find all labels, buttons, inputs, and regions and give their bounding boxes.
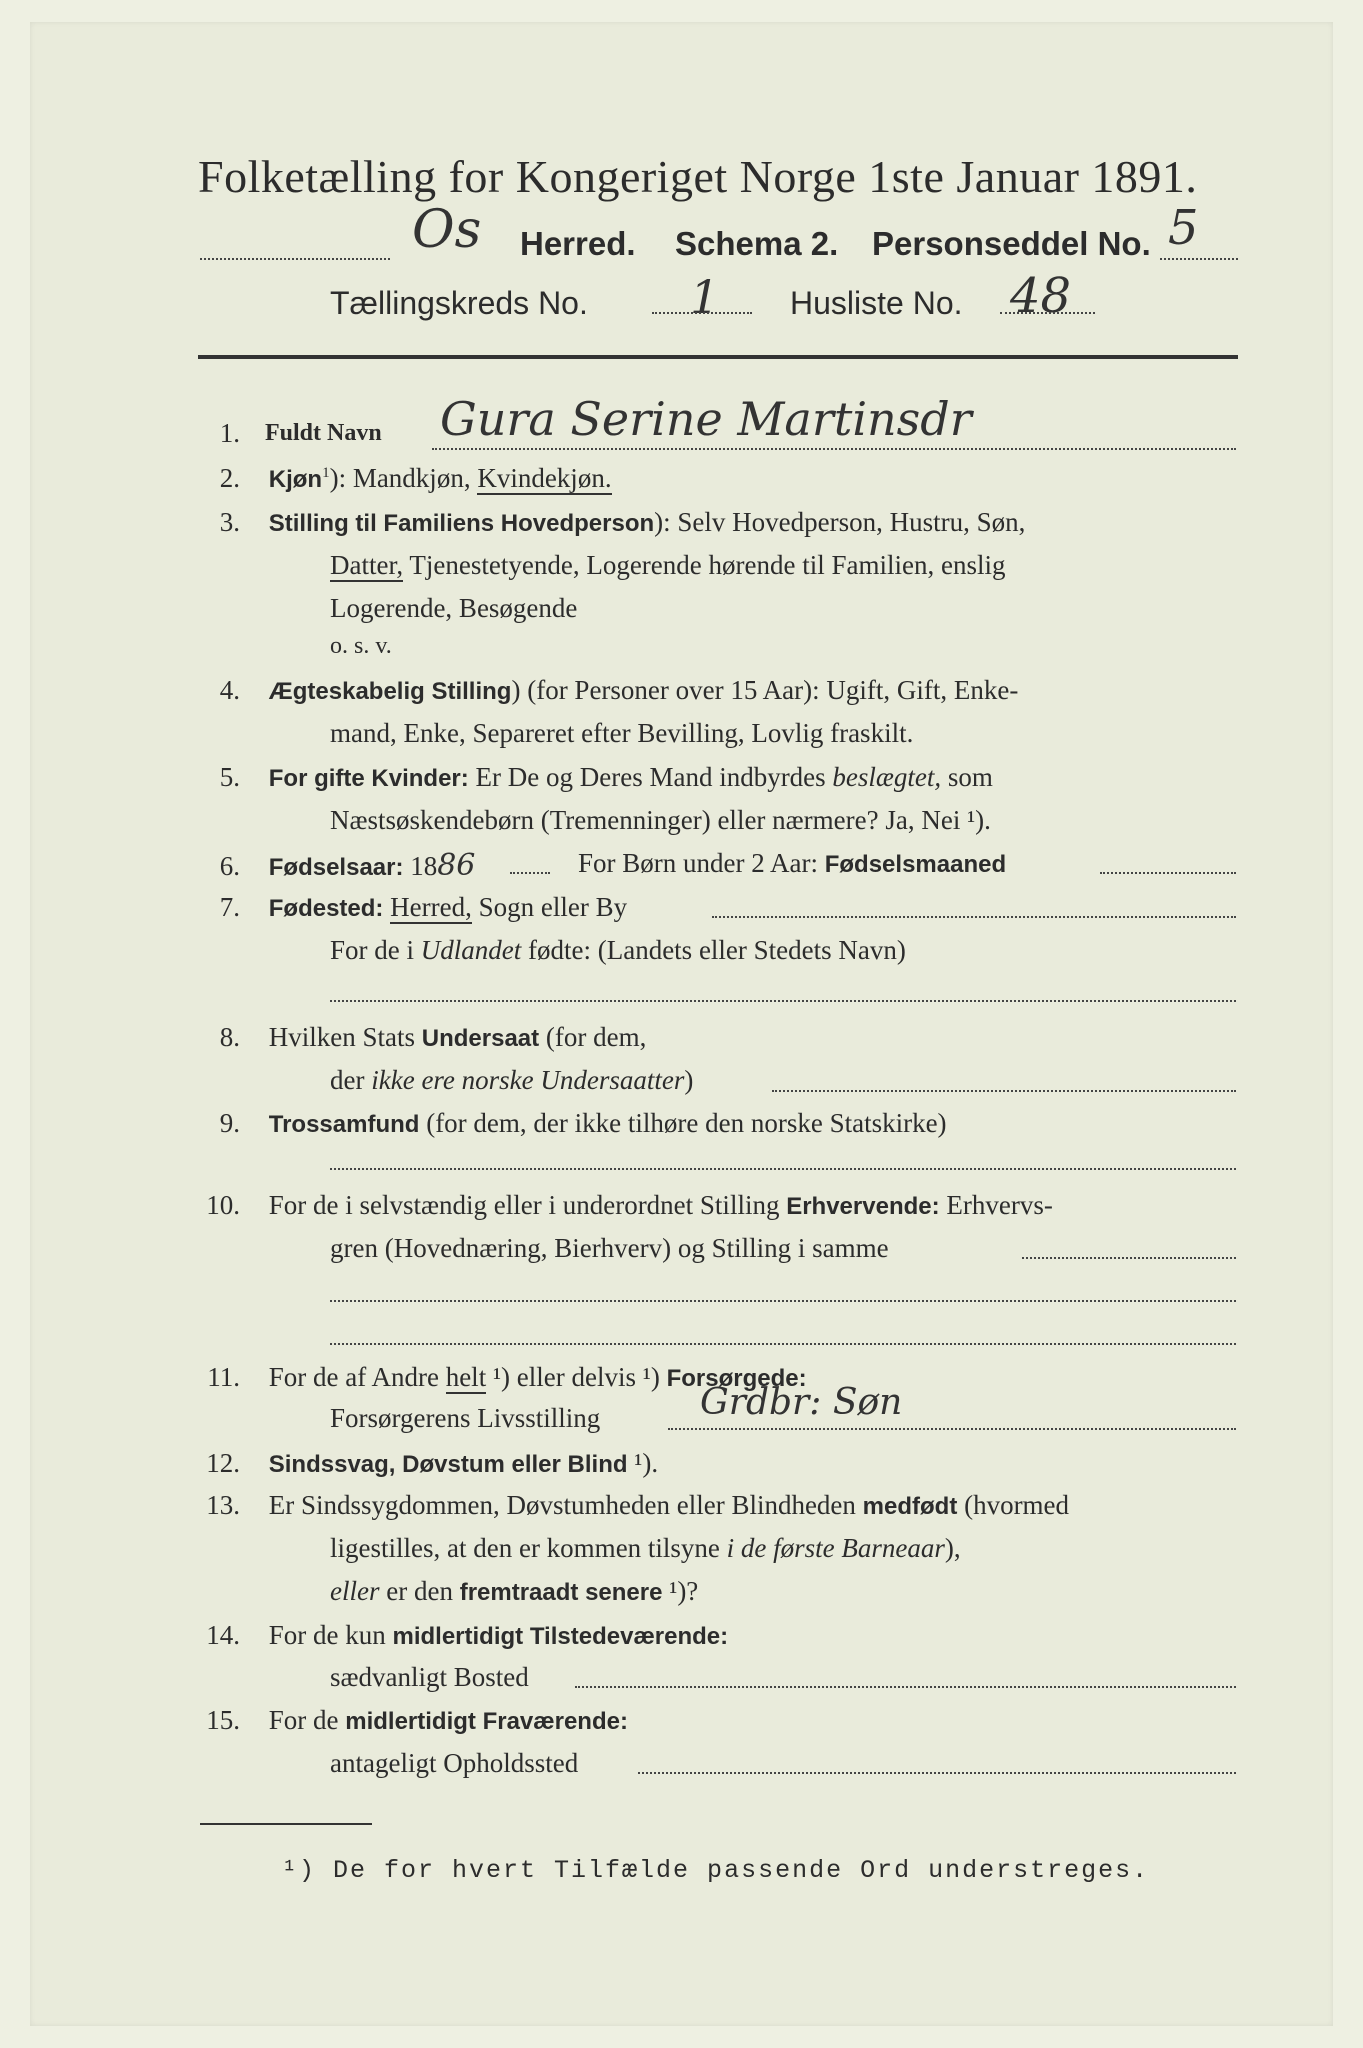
q7-text1: Sogn eller By: [471, 892, 628, 922]
q6-year-fill-line: [510, 872, 550, 874]
personseddel-fill-line: [1160, 258, 1238, 260]
q13-text3: er den: [379, 1576, 460, 1606]
q8-line2: [330, 1065, 693, 1096]
q5-number: 5.: [219, 762, 240, 792]
form-title: Folketælling for Kongeriget Norge 1ste Januar 1891.: [198, 151, 1198, 202]
q3-row: [180, 507, 1025, 538]
q13-text1b: (hvormed: [957, 1490, 1070, 1520]
husliste-fill-line: [1000, 312, 1095, 314]
q15-number: 15.: [206, 1705, 240, 1735]
q4-row: [180, 675, 1018, 706]
q10-fill-line-1: [1022, 1257, 1236, 1259]
q5-row: [180, 762, 993, 793]
q4-label: Ægteskabelig Stilling: [268, 678, 512, 705]
kreds-value: 1: [690, 270, 720, 324]
q10-text1b: Erhvervs-: [939, 1190, 1053, 1220]
personseddel-value: 5: [1168, 200, 1199, 256]
q2-sup: 1: [322, 465, 330, 481]
q5-label: For gifte Kvinder:: [268, 765, 469, 792]
personseddel-label: Personseddel No.: [872, 225, 1151, 262]
q3-selected: Datter,: [330, 550, 404, 580]
q11-value: Grdbr: Søn: [700, 1382, 903, 1423]
q14-text2: sædvanligt Bosted: [330, 1662, 529, 1692]
q6-text: For Børn under 2 Aar:: [578, 848, 825, 878]
kreds-fill-line: [652, 312, 752, 314]
q8-row: [180, 1022, 646, 1053]
q10-fill-line-3: [330, 1343, 1236, 1345]
footnote-rule: [200, 1823, 372, 1825]
q2-number: 2.: [219, 463, 240, 493]
q8-text1: Hvilken Stats: [268, 1022, 422, 1052]
q2-selected: Kvindekjøn.: [477, 463, 612, 493]
q8-number: 8.: [219, 1022, 240, 1052]
q13-label2: fremtraadt senere: [459, 1579, 663, 1606]
husliste-value: 48: [1010, 268, 1072, 324]
q11-selected: helt: [445, 1362, 487, 1392]
q8-text3: der: [330, 1065, 372, 1095]
q3-text2: Tjenestetyende, Logerende hørende til Familien, enslig: [403, 550, 1006, 580]
q7-number: 7.: [219, 892, 240, 922]
q3-text1: ): Selv Hovedperson, Hustru, Søn,: [654, 507, 1026, 537]
q7-foreign-fill-line: [330, 1000, 1236, 1002]
q5-text2: Næstsøskendebørn (Tremenninger) eller nærmere? Ja, Nei ¹).: [330, 805, 991, 835]
q3-text3: Logerende, Besøgende: [330, 593, 578, 623]
q2-row: [180, 463, 612, 494]
q8-label: Undersaat: [421, 1025, 540, 1052]
q6-year-prefix: 18: [410, 851, 438, 881]
q11-text3: Forsørgerens Livsstilling: [330, 1403, 601, 1433]
q13-line2: [330, 1533, 961, 1564]
q7-text2: For de i: [330, 935, 421, 965]
q14-text1: For de kun: [268, 1620, 393, 1650]
q6-month-fill-line: [1100, 872, 1236, 874]
q13-label: medfødt: [862, 1493, 958, 1520]
q6-row: [180, 848, 475, 883]
q13-italic: i de første Barneaar: [726, 1533, 945, 1563]
q4-text2: mand, Enke, Separeret efter Bevilling, Lovlig fraskilt.: [330, 718, 914, 748]
q1-name-value: Gura Serine Martinsdr: [440, 392, 972, 446]
q9-number: 9.: [219, 1108, 240, 1138]
herred-value: Os: [412, 200, 482, 260]
q10-number: 10.: [206, 1190, 240, 1220]
q9-text: (for dem, der ikke tilhøre den norske Statskirke): [419, 1108, 947, 1138]
q6-under2: [578, 848, 1006, 879]
q8-text4: ): [684, 1065, 694, 1095]
q13-text1: Er Sindssygdommen, Døvstumheden eller Blindheden: [268, 1490, 863, 1520]
q5-italic: beslægtet,: [832, 762, 942, 792]
q7-text3: fødte: (Landets eller Stedets Navn): [521, 935, 906, 965]
kreds-label: Tællingskreds No.: [330, 285, 588, 321]
q13-italic2: eller: [330, 1576, 380, 1606]
herred-label: Herred.: [520, 225, 636, 262]
q6-year-value: 86: [437, 848, 476, 883]
q8-italic: ikke ere norske Undersaatter: [371, 1065, 685, 1095]
q13-text2b: ),: [944, 1533, 961, 1563]
q14-label: midlertidigt Tilstedeværende:: [392, 1623, 729, 1650]
q7-row: [180, 892, 627, 923]
q6-label2: Fødselsmaaned: [824, 851, 1007, 878]
q15-text2: antageligt Opholdssted: [330, 1748, 579, 1778]
q14-fill-line: [575, 1686, 1236, 1688]
q12-row: [180, 1448, 658, 1479]
q10-row: [180, 1190, 1053, 1221]
q13-text3b: ¹)?: [662, 1576, 699, 1606]
q11-text1: For de af Andre: [268, 1362, 446, 1392]
q3-line2: [330, 550, 1005, 581]
q11-label: Forsørgede:: [666, 1365, 807, 1392]
q8-text2: (for dem,: [539, 1022, 647, 1052]
q13-line3: [330, 1576, 698, 1607]
q10-text1: For de i selvstændig eller i underordnet Stilling: [268, 1190, 787, 1220]
footnote: ¹) De for hvert Tilfælde passende Ord understreges.: [282, 1856, 1150, 1885]
q1-number: 1.: [219, 418, 240, 448]
q15-text1: For de: [268, 1705, 346, 1735]
q5-text1: Er De og Deres Mand indbyrdes: [468, 762, 833, 792]
q7-selected: Herred,: [390, 892, 472, 922]
q9-fill-line: [330, 1168, 1236, 1170]
q2-label: Kjøn: [268, 466, 323, 493]
q15-fill-line: [638, 1772, 1236, 1774]
q13-number: 13.: [206, 1490, 240, 1520]
q4-number: 4.: [219, 675, 240, 705]
q11-number: 11.: [207, 1362, 240, 1392]
q3-text4: o. s. v.: [330, 633, 392, 659]
q4-text1: ) (for Personer over 15 Aar): Ugift, Gift, Enke-: [511, 675, 1019, 705]
schema-label: Schema 2.: [675, 225, 839, 262]
q7-italic: Udlandet: [420, 935, 522, 965]
q1-label: Fuldt Navn: [265, 420, 382, 446]
q3-label: Stilling til Familiens Hovedperson: [268, 510, 655, 537]
q12-text: ¹).: [627, 1448, 659, 1478]
q13-text2: ligestilles, at den er kommen tilsyne: [330, 1533, 727, 1563]
q15-row: [180, 1705, 628, 1736]
herred-fill-line: [200, 258, 390, 260]
q12-number: 12.: [206, 1448, 240, 1478]
q10-label: Erhvervende:: [786, 1193, 940, 1220]
q11-fill-line: [668, 1428, 1236, 1430]
q15-label: midlertidigt Fraværende:: [345, 1708, 628, 1735]
q7-label: Fødested:: [268, 895, 384, 922]
husliste-label: Husliste No.: [790, 285, 963, 321]
q10-fill-line-2: [330, 1300, 1236, 1302]
q9-label: Trossamfund: [268, 1111, 420, 1138]
q11-text2: ¹) eller delvis ¹): [486, 1362, 667, 1392]
q7-line2: [330, 935, 906, 966]
q12-label: Sindssvag, Døvstum eller Blind: [268, 1451, 628, 1478]
q6-number: 6.: [219, 851, 240, 881]
q14-number: 14.: [206, 1620, 240, 1650]
q6-label: Fødselsaar:: [268, 854, 404, 881]
q9-row: [180, 1108, 947, 1139]
q3-number: 3.: [219, 507, 240, 537]
q7-fill-line: [712, 916, 1236, 918]
q10-text2: gren (Hovednæring, Bierhverv) og Stilling i samme: [330, 1233, 889, 1263]
q8-fill-line: [772, 1090, 1236, 1092]
q5-text1b: som: [941, 762, 993, 792]
q1-fill-line: [432, 448, 1236, 450]
q13-row: [180, 1490, 1069, 1521]
q2-text: ): Mandkjøn,: [329, 463, 478, 493]
q14-row: [180, 1620, 728, 1651]
header-rule: [198, 355, 1238, 359]
